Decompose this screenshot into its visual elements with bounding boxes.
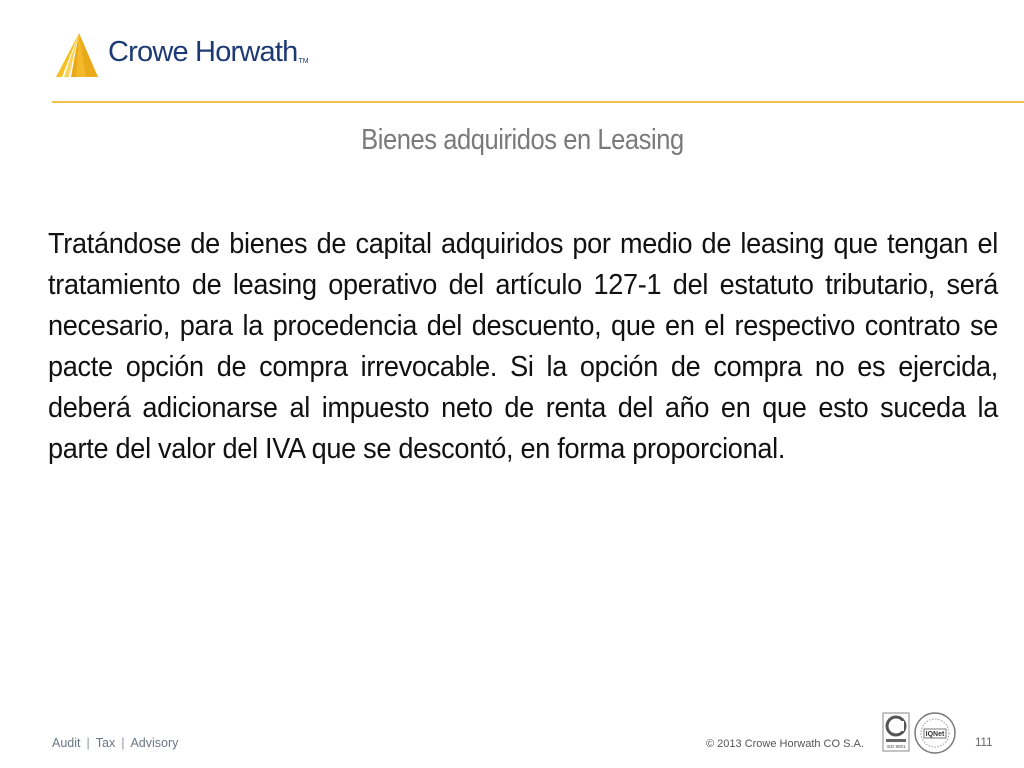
logo-name: Crowe Horwath (108, 36, 298, 68)
iqnet-badge-label: IQNet (925, 731, 945, 738)
slide-title: Bienes adquiridos en Leasing (361, 124, 684, 156)
logo-trademark: TM (298, 58, 309, 65)
slide-body-text: Tratándose de bienes de capital adquiridos por medio de leasing que tengan el tratamiento de leasing operativo del artículo 127-1 del estatuto tributario, será necesario, para la procedencia del descuento, que en el respectivo contrato se pacte opción de compra irrevocable. Si la opción de compra no es ejercida, deberá adicionarse al impuesto neto de renta del año en que esto suceda la parte del valor del IVA que se descontó, en forma proporcional. (48, 228, 998, 465)
header-divider (52, 101, 1024, 103)
footer-services (52, 736, 178, 750)
certification-badges (882, 712, 958, 754)
footer-separator: | (86, 736, 90, 750)
crowe-horwath-logo (50, 32, 340, 80)
footer-separator: | (121, 736, 125, 750)
footer-service-advisory: Advisory (130, 736, 179, 750)
iso-certification-icon (882, 712, 910, 752)
footer-service-audit: Audit (52, 736, 81, 750)
iqnet-certification-icon (914, 712, 956, 754)
logo-wordmark (108, 36, 309, 69)
footer-service-tax: Tax (95, 736, 116, 750)
crowe-logo-icon (50, 32, 100, 78)
copyright-notice: © 2013 Crowe Horwath CO S.A. (706, 738, 864, 750)
iso-badge-label: ISO 9001 (886, 744, 906, 749)
page-number: 111 (975, 737, 993, 749)
